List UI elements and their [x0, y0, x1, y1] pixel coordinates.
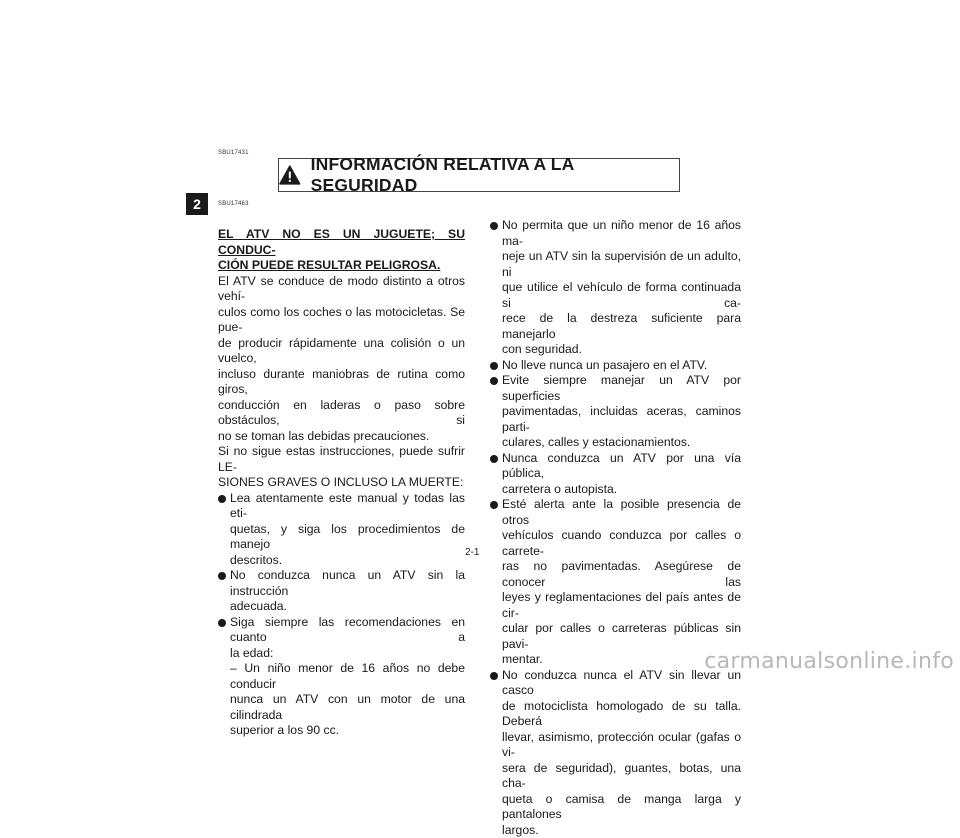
text-line: incluso durante maniobras de rutina como giros,: [218, 367, 465, 398]
text-line: de producir rápidamente una colisión o un vuelco,: [218, 336, 465, 367]
text-line: mentar.: [502, 652, 741, 668]
warning-triangle-icon: [279, 165, 301, 185]
warning-heading: [218, 227, 465, 274]
text-line: que utilice el vehículo de forma continuada si ca-: [502, 280, 741, 311]
list-item: [218, 615, 465, 739]
text-line: carretera o autopista.: [502, 482, 741, 498]
bullet-icon: [490, 362, 498, 370]
text-line: El ATV se conduce de modo distinto a otros vehí-: [218, 274, 465, 305]
text-line: CIÓN PUEDE RESULTAR PELIGROSA.: [218, 258, 465, 274]
text-line: No lleve nunca un pasajero en el ATV.: [502, 358, 741, 374]
text-line: EL ATV NO ES UN JUGUETE; SU CONDUC-: [218, 227, 465, 258]
text-line: vehículos cuando conduzca por calles o carrete-: [502, 528, 741, 559]
text-line: rece de la destreza suficiente para manejarlo: [502, 311, 741, 342]
text-line: Evite siempre manejar un ATV por superficies: [502, 373, 741, 404]
text-line: descritos.: [230, 553, 465, 569]
text-line: Nunca conduzca un ATV por una vía pública,: [502, 451, 741, 482]
list-item: [218, 568, 465, 615]
text-line: nunca un ATV con un motor de una cilindrada: [230, 692, 465, 723]
text-line: con seguridad.: [502, 342, 741, 358]
text-line: Lea atentamente este manual y todas las eti-: [230, 491, 465, 522]
text-line: conducción en laderas o paso sobre obstáculos, si: [218, 398, 465, 429]
list-item: [218, 491, 465, 569]
text-line: llevar, asimismo, protección ocular (gafas o vi-: [502, 730, 741, 761]
bullet-icon: [490, 455, 498, 463]
text-line: culares, calles y estacionamientos.: [502, 435, 741, 451]
list-item: [490, 668, 741, 838]
text-line: culos como los coches o las motocicletas. Se pue-: [218, 305, 465, 336]
page-number: 2-1: [465, 547, 479, 558]
bullet-icon: [490, 377, 498, 385]
text-line: – Un niño menor de 16 años no debe conducir: [230, 661, 465, 692]
text-line: largos.: [502, 823, 741, 838]
list-item: [490, 358, 741, 374]
bullet-icon: [218, 619, 226, 627]
right-column: [490, 218, 741, 838]
text-line: leyes y reglamentaciones del país antes de cir-: [502, 590, 741, 621]
text-line: la edad:: [230, 646, 465, 662]
intro-paragraph: [218, 274, 465, 445]
text-line: Siga siempre las recomendaciones en cuanto a: [230, 615, 465, 646]
text-line: de motociclista homologado de su talla. Deberá: [502, 699, 741, 730]
watermark: carmanualsonline.info: [704, 649, 954, 674]
consequence-paragraph: [218, 444, 465, 491]
bullet-icon: [218, 495, 226, 503]
text-line: No conduzca nunca un ATV sin la instrucción: [230, 568, 465, 599]
text-line: neje un ATV sin la supervisión de un adulto, ni: [502, 249, 741, 280]
bullet-icon: [218, 572, 226, 580]
section-code-top: SBU17431: [218, 150, 249, 156]
subsection-code: SBU17463: [218, 201, 249, 207]
text-line: No permita que un niño menor de 16 años ma-: [502, 218, 741, 249]
list-item: [490, 451, 741, 498]
list-item: [490, 218, 741, 358]
text-line: no se toman las debidas precauciones.: [218, 429, 465, 445]
text-line: Esté alerta ante la posible presencia de otros: [502, 497, 741, 528]
left-column: [218, 227, 465, 739]
list-item: [490, 373, 741, 451]
list-item: [490, 497, 741, 668]
text-line: adecuada.: [230, 599, 465, 615]
text-line: Si no sigue estas instrucciones, puede sufrir LE-: [218, 444, 465, 475]
text-line: cular por calles o carreteras públicas sin pavi-: [502, 621, 741, 652]
bullet-icon: [490, 222, 498, 230]
text-line: ras no pavimentadas. Asegúrese de conocer las: [502, 559, 741, 590]
chapter-tab: 2: [186, 193, 208, 215]
text-line: SIONES GRAVES O INCLUSO LA MUERTE:: [218, 475, 465, 491]
text-line: No conduzca nunca el ATV sin llevar un casco: [502, 668, 741, 699]
bullet-icon: [490, 501, 498, 509]
text-line: quetas, y siga los procedimientos de manejo: [230, 522, 465, 553]
section-title: INFORMACIÓN RELATIVA A LA SEGURIDAD: [311, 154, 679, 196]
bullet-icon: [490, 672, 498, 680]
section-title-banner: [278, 158, 680, 192]
text-line: queta o camisa de manga larga y pantalones: [502, 792, 741, 823]
text-line: sera de seguridad), guantes, botas, una cha-: [502, 761, 741, 792]
text-line: superior a los 90 cc.: [230, 723, 465, 739]
text-line: pavimentadas, incluidas aceras, caminos parti-: [502, 404, 741, 435]
